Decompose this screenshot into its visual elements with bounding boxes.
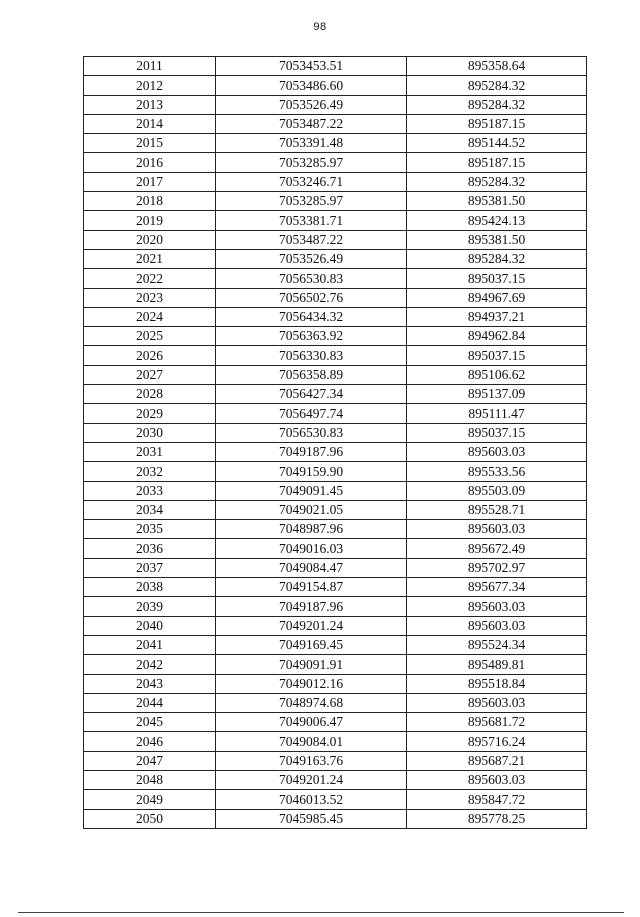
table-row: [84, 462, 587, 481]
x-coordinate-cell: 7049169.45: [216, 635, 407, 654]
point-number-cell: 2023: [84, 288, 216, 307]
table-row: [84, 674, 587, 693]
y-coordinate-cell: 895284.32: [407, 172, 587, 191]
y-coordinate-cell: 895187.15: [407, 114, 587, 133]
point-number-cell: 2035: [84, 520, 216, 539]
table-row: [84, 616, 587, 635]
table-row: [84, 172, 587, 191]
x-coordinate-cell: 7049084.01: [216, 732, 407, 751]
point-number-cell: 2026: [84, 346, 216, 365]
y-coordinate-cell: 895358.64: [407, 57, 587, 76]
table-row: [84, 327, 587, 346]
table-row: [84, 307, 587, 326]
y-coordinate-cell: 895037.15: [407, 346, 587, 365]
table-row: [84, 809, 587, 828]
table-row: [84, 713, 587, 732]
y-coordinate-cell: 895847.72: [407, 790, 587, 809]
point-number-cell: 2048: [84, 770, 216, 789]
y-coordinate-cell: 895503.09: [407, 481, 587, 500]
point-number-cell: 2044: [84, 693, 216, 712]
y-coordinate-cell: 895603.03: [407, 442, 587, 461]
y-coordinate-cell: 895106.62: [407, 365, 587, 384]
point-number-cell: 2042: [84, 655, 216, 674]
table-row: [84, 578, 587, 597]
y-coordinate-cell: 895528.71: [407, 500, 587, 519]
x-coordinate-cell: 7053285.97: [216, 192, 407, 211]
point-number-cell: 2030: [84, 423, 216, 442]
y-coordinate-cell: 895284.32: [407, 95, 587, 114]
x-coordinate-cell: 7049006.47: [216, 713, 407, 732]
point-number-cell: 2017: [84, 172, 216, 191]
point-number-cell: 2032: [84, 462, 216, 481]
point-number-cell: 2024: [84, 307, 216, 326]
x-coordinate-cell: 7049163.76: [216, 751, 407, 770]
table-row: [84, 751, 587, 770]
y-coordinate-cell: 895603.03: [407, 616, 587, 635]
y-coordinate-cell: 895137.09: [407, 385, 587, 404]
x-coordinate-cell: 7056502.76: [216, 288, 407, 307]
x-coordinate-cell: 7053391.48: [216, 134, 407, 153]
table-row: [84, 76, 587, 95]
table-row: [84, 520, 587, 539]
point-number-cell: 2033: [84, 481, 216, 500]
table-row: [84, 597, 587, 616]
table-row: [84, 211, 587, 230]
x-coordinate-cell: 7053246.71: [216, 172, 407, 191]
table-row: [84, 655, 587, 674]
x-coordinate-cell: 7049012.16: [216, 674, 407, 693]
point-number-cell: 2040: [84, 616, 216, 635]
y-coordinate-cell: 895111.47: [407, 404, 587, 423]
x-coordinate-cell: 7049187.96: [216, 442, 407, 461]
y-coordinate-cell: 895716.24: [407, 732, 587, 751]
x-coordinate-cell: 7053487.22: [216, 114, 407, 133]
y-coordinate-cell: 895524.34: [407, 635, 587, 654]
point-number-cell: 2011: [84, 57, 216, 76]
table-row: [84, 790, 587, 809]
point-number-cell: 2028: [84, 385, 216, 404]
table-row: [84, 192, 587, 211]
point-number-cell: 2036: [84, 539, 216, 558]
table-row: [84, 558, 587, 577]
table-row: [84, 693, 587, 712]
point-number-cell: 2047: [84, 751, 216, 770]
table-row: [84, 134, 587, 153]
y-coordinate-cell: 895284.32: [407, 76, 587, 95]
x-coordinate-cell: 7056497.74: [216, 404, 407, 423]
y-coordinate-cell: 895518.84: [407, 674, 587, 693]
coordinates-table: [83, 56, 587, 829]
page-number: 98: [313, 21, 327, 33]
x-coordinate-cell: 7053486.60: [216, 76, 407, 95]
y-coordinate-cell: 894967.69: [407, 288, 587, 307]
point-number-cell: 2041: [84, 635, 216, 654]
x-coordinate-cell: 7056330.83: [216, 346, 407, 365]
table-row: [84, 230, 587, 249]
y-coordinate-cell: 894962.84: [407, 327, 587, 346]
x-coordinate-cell: 7049187.96: [216, 597, 407, 616]
table-row: [84, 770, 587, 789]
y-coordinate-cell: 895533.56: [407, 462, 587, 481]
y-coordinate-cell: 895187.15: [407, 153, 587, 172]
table-row: [84, 500, 587, 519]
x-coordinate-cell: 7056358.89: [216, 365, 407, 384]
page-bottom-rule: [18, 912, 624, 913]
table-row: [84, 249, 587, 268]
x-coordinate-cell: 7056530.83: [216, 423, 407, 442]
x-coordinate-cell: 7049091.45: [216, 481, 407, 500]
x-coordinate-cell: 7053453.51: [216, 57, 407, 76]
table-row: [84, 346, 587, 365]
table-row: [84, 539, 587, 558]
x-coordinate-cell: 7045985.45: [216, 809, 407, 828]
x-coordinate-cell: 7049021.05: [216, 500, 407, 519]
point-number-cell: 2039: [84, 597, 216, 616]
table-row: [84, 635, 587, 654]
point-number-cell: 2025: [84, 327, 216, 346]
y-coordinate-cell: 895677.34: [407, 578, 587, 597]
table-row: [84, 269, 587, 288]
point-number-cell: 2020: [84, 230, 216, 249]
y-coordinate-cell: 895687.21: [407, 751, 587, 770]
y-coordinate-cell: 895284.32: [407, 249, 587, 268]
y-coordinate-cell: 895702.97: [407, 558, 587, 577]
table-row: [84, 442, 587, 461]
table-row: [84, 481, 587, 500]
point-number-cell: 2019: [84, 211, 216, 230]
point-number-cell: 2029: [84, 404, 216, 423]
x-coordinate-cell: 7053381.71: [216, 211, 407, 230]
table-row: [84, 95, 587, 114]
point-number-cell: 2050: [84, 809, 216, 828]
x-coordinate-cell: 7049201.24: [216, 770, 407, 789]
x-coordinate-cell: 7048974.68: [216, 693, 407, 712]
x-coordinate-cell: 7049201.24: [216, 616, 407, 635]
point-number-cell: 2034: [84, 500, 216, 519]
x-coordinate-cell: 7056434.32: [216, 307, 407, 326]
table-row: [84, 57, 587, 76]
x-coordinate-cell: 7049084.47: [216, 558, 407, 577]
point-number-cell: 2018: [84, 192, 216, 211]
x-coordinate-cell: 7056530.83: [216, 269, 407, 288]
point-number-cell: 2016: [84, 153, 216, 172]
y-coordinate-cell: 895381.50: [407, 230, 587, 249]
table-row: [84, 404, 587, 423]
point-number-cell: 2022: [84, 269, 216, 288]
point-number-cell: 2043: [84, 674, 216, 693]
x-coordinate-cell: 7049016.03: [216, 539, 407, 558]
point-number-cell: 2046: [84, 732, 216, 751]
x-coordinate-cell: 7056427.34: [216, 385, 407, 404]
y-coordinate-cell: 895424.13: [407, 211, 587, 230]
table-body: [84, 57, 587, 829]
x-coordinate-cell: 7046013.52: [216, 790, 407, 809]
y-coordinate-cell: 895778.25: [407, 809, 587, 828]
x-coordinate-cell: 7048987.96: [216, 520, 407, 539]
table-row: [84, 114, 587, 133]
x-coordinate-cell: 7049091.91: [216, 655, 407, 674]
x-coordinate-cell: 7049154.87: [216, 578, 407, 597]
table-row: [84, 153, 587, 172]
x-coordinate-cell: 7049159.90: [216, 462, 407, 481]
y-coordinate-cell: 895603.03: [407, 597, 587, 616]
point-number-cell: 2021: [84, 249, 216, 268]
y-coordinate-cell: 895603.03: [407, 770, 587, 789]
table-row: [84, 385, 587, 404]
x-coordinate-cell: 7053526.49: [216, 249, 407, 268]
x-coordinate-cell: 7053487.22: [216, 230, 407, 249]
point-number-cell: 2013: [84, 95, 216, 114]
table-row: [84, 732, 587, 751]
point-number-cell: 2031: [84, 442, 216, 461]
y-coordinate-cell: 895037.15: [407, 423, 587, 442]
point-number-cell: 2015: [84, 134, 216, 153]
point-number-cell: 2038: [84, 578, 216, 597]
y-coordinate-cell: 895381.50: [407, 192, 587, 211]
x-coordinate-cell: 7056363.92: [216, 327, 407, 346]
table-row: [84, 288, 587, 307]
point-number-cell: 2012: [84, 76, 216, 95]
table-row: [84, 365, 587, 384]
x-coordinate-cell: 7053526.49: [216, 95, 407, 114]
y-coordinate-cell: 895672.49: [407, 539, 587, 558]
point-number-cell: 2049: [84, 790, 216, 809]
point-number-cell: 2014: [84, 114, 216, 133]
table-row: [84, 423, 587, 442]
y-coordinate-cell: 895603.03: [407, 520, 587, 539]
y-coordinate-cell: 895037.15: [407, 269, 587, 288]
y-coordinate-cell: 895603.03: [407, 693, 587, 712]
x-coordinate-cell: 7053285.97: [216, 153, 407, 172]
point-number-cell: 2037: [84, 558, 216, 577]
y-coordinate-cell: 895681.72: [407, 713, 587, 732]
point-number-cell: 2027: [84, 365, 216, 384]
y-coordinate-cell: 895144.52: [407, 134, 587, 153]
y-coordinate-cell: 894937.21: [407, 307, 587, 326]
y-coordinate-cell: 895489.81: [407, 655, 587, 674]
point-number-cell: 2045: [84, 713, 216, 732]
